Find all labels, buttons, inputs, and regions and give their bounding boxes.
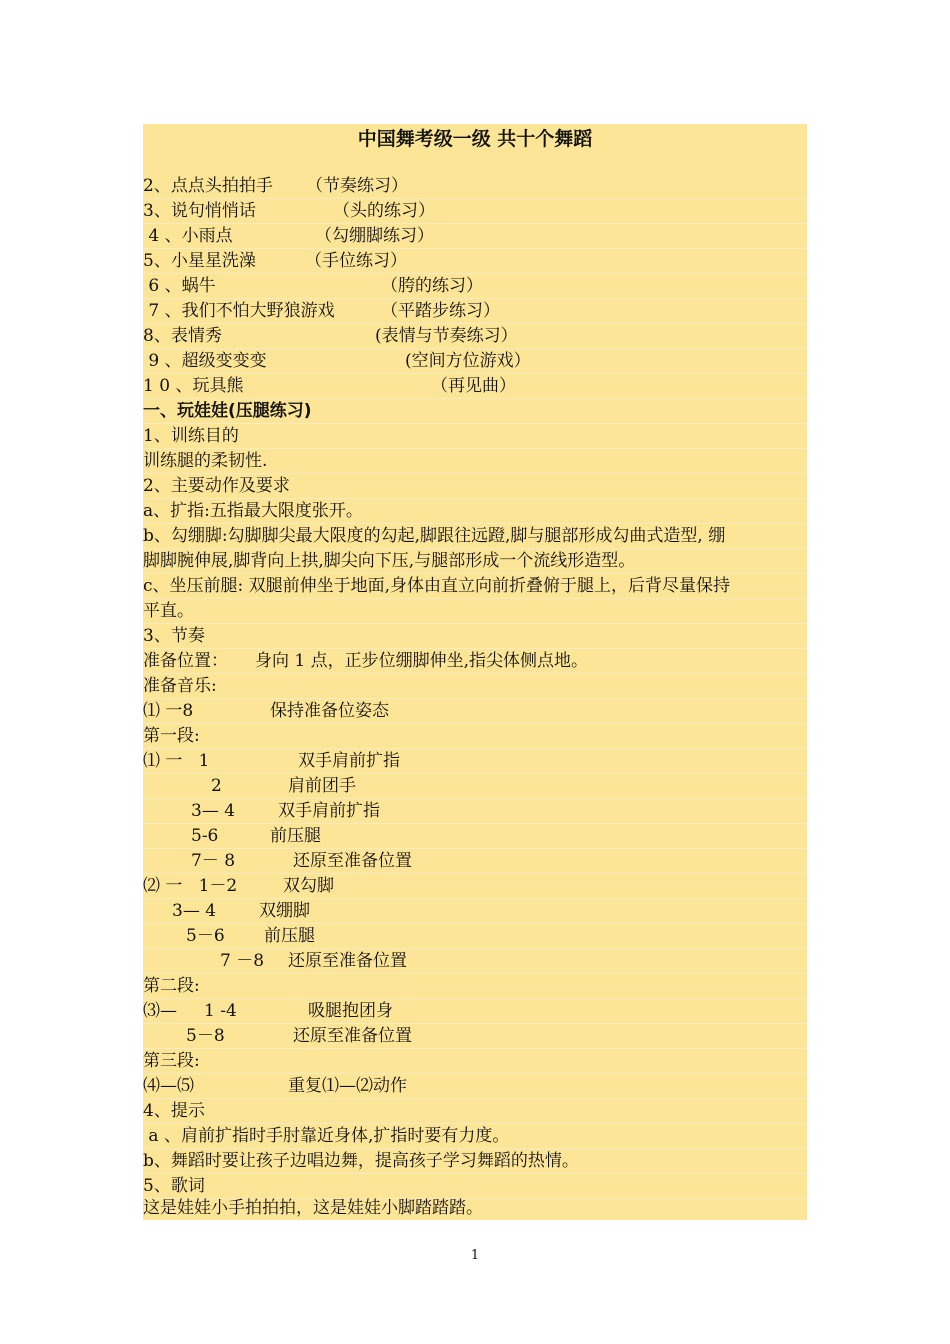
subheading-purpose: 1、训练目的: [143, 424, 807, 449]
action: 肩前团手: [288, 776, 356, 796]
action: 还原至准备位置: [288, 951, 407, 971]
action: 还原至准备位置: [293, 1026, 412, 1046]
count: 2: [211, 776, 222, 796]
count: 7－ 8: [191, 851, 236, 871]
list-item: [143, 299, 807, 324]
dance-name: 8、表情秀: [143, 326, 222, 346]
dance-note: （头的练习）: [333, 201, 435, 221]
list-item: [143, 349, 807, 374]
count: ⑵ 一 1－2: [143, 876, 238, 896]
prep-position: [143, 649, 807, 674]
dance-name: 2、点点头拍拍手: [143, 176, 273, 196]
dance-note: （平踏步练习）: [381, 301, 500, 321]
list-item: [143, 249, 807, 274]
list-item: [143, 224, 807, 249]
count: 5－6: [186, 926, 225, 946]
subheading-tips: 4、提示: [143, 1099, 807, 1124]
tip-b: b、舞蹈时要让孩子边唱边舞，提高孩子学习舞蹈的热情。: [143, 1149, 807, 1174]
action: 还原至准备位置: [293, 851, 412, 871]
subheading-lyrics: 5、歌词: [143, 1174, 807, 1199]
section-heading: 一、玩娃娃(压腿练习): [143, 399, 807, 424]
segment-2-label: 第二段:: [143, 974, 807, 999]
dance-name: 3、说句悄悄话: [143, 201, 256, 221]
count: ⑴ 一8: [143, 701, 194, 721]
purpose-text: 训练腿的柔韧性.: [143, 449, 807, 474]
action: 重复⑴—⑵动作: [288, 1076, 407, 1096]
dance-name: 7 、我们不怕大野狼游戏: [143, 301, 335, 321]
movement-b-line1: b、勾绷脚:勾脚脚尖最大限度的勾起,脚跟往远蹬,脚与腿部形成勾曲式造型, 绷: [143, 524, 807, 549]
list-item: [143, 324, 807, 349]
list-item: [143, 174, 807, 199]
count: ⑷—⑸: [143, 1076, 194, 1096]
segment-1-label: 第一段:: [143, 724, 807, 749]
action: 吸腿抱团身: [308, 1001, 393, 1021]
action: 双绷脚: [259, 901, 310, 921]
count-row: [143, 824, 807, 849]
count-row: [143, 1024, 807, 1049]
movement-c-line1: c、坐压前腿: 双腿前伸坐于地面,身体由直立向前折叠俯于腿上，后背尽量保持: [143, 574, 807, 599]
tip-a: a 、肩前扩指时手肘靠近身体,扩指时要有力度。: [143, 1124, 807, 1149]
count-row: [143, 774, 807, 799]
subheading-rhythm: 3、节奏: [143, 624, 807, 649]
subheading-movements: 2、主要动作及要求: [143, 474, 807, 499]
list-item: [143, 274, 807, 299]
page-number: 1: [470, 1248, 480, 1263]
action: 保持准备位姿态: [270, 701, 389, 721]
count-row: [143, 749, 807, 774]
count-row: [143, 949, 807, 974]
segment-3-label: 第三段:: [143, 1049, 807, 1074]
dance-note: （胯的练习）: [381, 276, 483, 296]
count-row: [143, 874, 807, 899]
prep-position-text: 身向 1 点，正步位绷脚伸坐,指尖体侧点地。: [255, 651, 589, 671]
count-row: [143, 924, 807, 949]
action: 前压腿: [270, 826, 321, 846]
prep-music: 准备音乐:: [143, 674, 807, 699]
action: 双手肩前扩指: [298, 751, 400, 771]
count: 5－8: [186, 1026, 225, 1046]
count-row: [143, 849, 807, 874]
count: ⑴ 一 1: [143, 751, 210, 771]
dance-name: 9 、超级变变变: [143, 351, 267, 371]
movement-b-line2: 脚脚腕伸展,脚背向上拱,脚尖向下压,与腿部形成一个流线形造型。: [143, 549, 807, 574]
count-row: [143, 799, 807, 824]
count: 7 －8: [220, 951, 265, 971]
page-title: 中国舞考级一级 共十个舞蹈: [357, 128, 593, 150]
dance-note: （再见曲）: [431, 376, 516, 396]
dance-name: 5、小星星洗澡: [143, 251, 256, 271]
count: ⑶— 1 -4: [143, 1001, 237, 1021]
action: 前压腿: [264, 926, 315, 946]
dance-name: 4 、小雨点: [143, 226, 233, 246]
movement-c-line2: 平直。: [143, 599, 807, 624]
count-row: [143, 999, 807, 1024]
count: 3— 4: [172, 901, 217, 921]
dance-note: （勾绷脚练习）: [315, 226, 434, 246]
action: 双勾脚: [283, 876, 334, 896]
movement-a: a、扩指:五指最大限度张开。: [143, 499, 807, 524]
count-row: [143, 699, 807, 724]
dance-note: (表情与节奏练习）: [375, 326, 518, 346]
dance-name: 1 0 、玩具熊: [143, 376, 244, 396]
lyrics-text: 这是娃娃小手拍拍拍，这是娃娃小脚踏踏踏。: [143, 1198, 483, 1218]
count: 3— 4: [191, 801, 236, 821]
list-item: [143, 199, 807, 224]
count-row: [143, 899, 807, 924]
dance-note: （手位练习）: [305, 251, 407, 271]
dance-note: (空间方位游戏）: [405, 351, 531, 371]
list-item: [143, 374, 807, 399]
dance-name: 6 、蜗牛: [143, 276, 216, 296]
count: 5-6: [191, 826, 219, 846]
prep-position-label: 准备位置：: [143, 651, 228, 671]
dance-note: （节奏练习）: [306, 176, 408, 196]
action: 双手肩前扩指: [278, 801, 380, 821]
count-row: [143, 1074, 807, 1099]
